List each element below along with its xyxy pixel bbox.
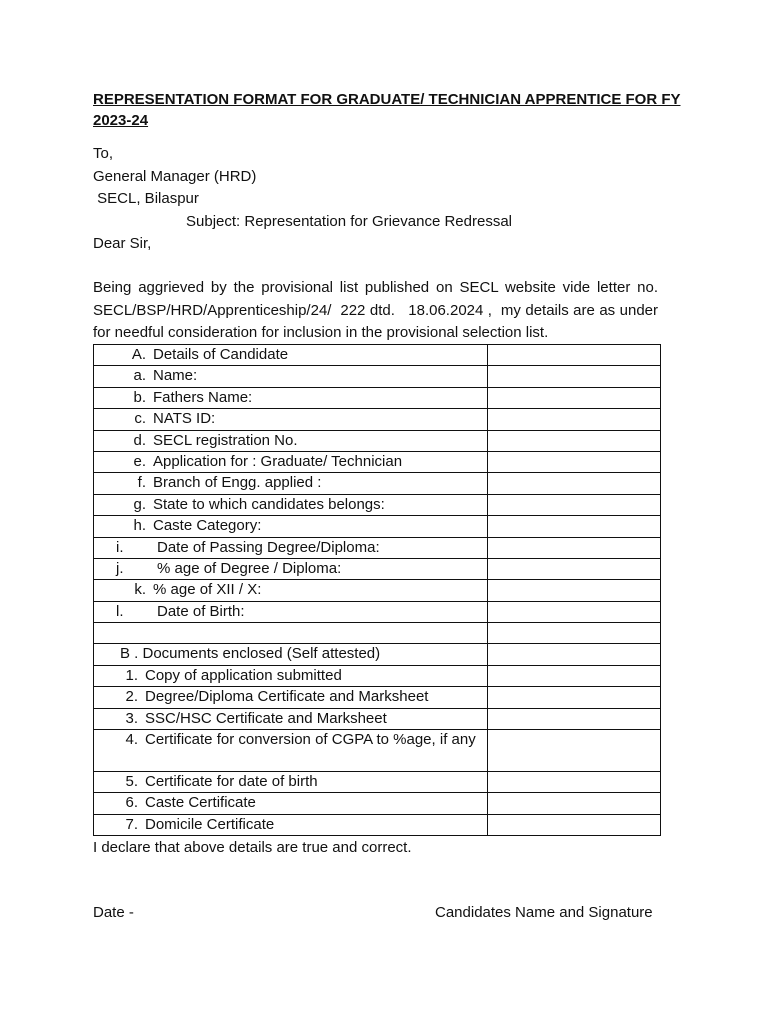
item-label: Branch of Engg. applied :: [153, 474, 322, 492]
document-status-cell[interactable]: [488, 793, 661, 814]
document-status-cell[interactable]: [488, 730, 661, 772]
item-label: Certificate for conversion of CGPA to %age, if any: [145, 731, 476, 749]
item-label: SECL registration No.: [153, 431, 298, 449]
item-marker: 2.: [125, 688, 138, 706]
table-row: [94, 473, 661, 494]
item-label: SSC/HSC Certificate and Marksheet: [145, 709, 387, 727]
table-row-section-a: [94, 345, 661, 366]
item-marker: d.: [133, 431, 146, 449]
caste-category-value-cell[interactable]: [488, 516, 661, 537]
table-row: [94, 366, 661, 387]
to-line: To,: [93, 145, 114, 162]
state-value-cell[interactable]: [488, 494, 661, 515]
item-marker: A.: [131, 346, 146, 363]
application-for-value-cell[interactable]: [488, 451, 661, 472]
xii-x-percentage-value-cell[interactable]: [488, 580, 661, 601]
item-marker: g.: [133, 495, 146, 513]
name-value-cell[interactable]: [488, 366, 661, 387]
item-label: Caste Category:: [153, 517, 262, 535]
document-status-cell[interactable]: [488, 772, 661, 793]
date-label: Date -: [93, 904, 134, 921]
document-status-cell[interactable]: [488, 665, 661, 686]
item-label: % age of XII / X:: [153, 581, 262, 599]
document-status-cell[interactable]: [488, 708, 661, 729]
details-table: [93, 344, 661, 836]
section-heading: Details of Candidate: [153, 346, 289, 363]
item-marker: 1.: [125, 666, 138, 684]
table-cell-value: [488, 644, 661, 665]
table-row: [94, 409, 661, 430]
table-row: [94, 580, 661, 601]
document-title: REPRESENTATION FORMAT FOR GRADUATE/ TECHNICIAN APPRENTICE FOR FY 2023-24: [93, 91, 681, 129]
date-of-birth-value-cell[interactable]: [488, 601, 661, 622]
registration-no-value-cell[interactable]: [488, 430, 661, 451]
item-label: Domicile Certificate: [145, 815, 275, 833]
item-label: Caste Certificate: [145, 794, 256, 812]
item-label: Certificate for date of birth: [145, 773, 318, 791]
table-cell-value[interactable]: [488, 345, 661, 366]
table-row: [94, 665, 661, 686]
table-row-empty: [94, 623, 661, 644]
date-of-passing-value-cell[interactable]: [488, 537, 661, 558]
table-row-section-b: [94, 644, 661, 665]
item-label: Application for : Graduate/ Technician: [153, 452, 403, 470]
item-marker: 3.: [125, 709, 138, 727]
table-row: [94, 494, 661, 515]
table-cell-label: [94, 345, 488, 366]
table-row: [94, 730, 661, 772]
item-marker: b.: [133, 388, 146, 406]
item-marker: j.: [116, 559, 124, 577]
degree-percentage-value-cell[interactable]: [488, 558, 661, 579]
table-row: [94, 708, 661, 729]
table-row: [94, 451, 661, 472]
signature-label: Candidates Name and Signature: [435, 904, 653, 921]
empty-cell: [94, 623, 488, 644]
item-marker: h.: [133, 517, 146, 535]
table-row: [94, 516, 661, 537]
table-row: [94, 558, 661, 579]
section-heading: B . Documents enclosed (Self attested): [120, 645, 381, 663]
item-marker: 4.: [125, 731, 138, 749]
table-row: [94, 430, 661, 451]
table-row: [94, 772, 661, 793]
table-row: [94, 387, 661, 408]
item-label: Name:: [153, 367, 198, 385]
item-marker: 5.: [125, 773, 138, 791]
table-row: [94, 793, 661, 814]
salutation-line: Dear Sir,: [93, 235, 152, 252]
item-marker: f.: [137, 474, 146, 492]
table-row: [94, 814, 661, 835]
table-row: [94, 601, 661, 622]
item-marker: 6.: [125, 794, 138, 812]
item-marker: 7.: [125, 815, 138, 833]
document-status-cell[interactable]: [488, 814, 661, 835]
item-marker: l.: [116, 602, 124, 620]
nats-id-value-cell[interactable]: [488, 409, 661, 430]
item-label: Fathers Name:: [153, 388, 253, 406]
empty-cell: [488, 623, 661, 644]
item-label: Date of Passing Degree/Diploma:: [157, 538, 380, 556]
item-label: Degree/Diploma Certificate and Marksheet: [145, 688, 429, 706]
body-paragraph: Being aggrieved by the provisional list published on SECL website vide letter no. SECL/BSP/HRD/Apprenticeship/24/ 222 dtd. 18.06.2024 , my details are as under for needful consideration for inclusion in the provisional selection list.: [93, 279, 663, 341]
recipient-line: General Manager (HRD): [93, 168, 257, 185]
item-label: Date of Birth:: [157, 602, 245, 620]
item-marker: e.: [133, 452, 146, 470]
item-marker: i.: [116, 538, 124, 556]
document-status-cell[interactable]: [488, 687, 661, 708]
declaration-text: I declare that above details are true and correct.: [93, 839, 412, 856]
item-label: State to which candidates belongs:: [153, 495, 385, 513]
item-label: Copy of application submitted: [145, 666, 342, 684]
subject-line: Subject: Representation for Grievance Redressal: [186, 213, 513, 230]
item-marker: k.: [134, 581, 146, 599]
table-row: [94, 687, 661, 708]
table-row: [94, 537, 661, 558]
item-marker: c.: [134, 410, 146, 428]
location-line: SECL, Bilaspur: [93, 190, 199, 207]
item-label: NATS ID:: [153, 410, 216, 428]
item-marker: a.: [133, 367, 146, 385]
branch-value-cell[interactable]: [488, 473, 661, 494]
item-label: % age of Degree / Diploma:: [157, 559, 342, 577]
fathers-name-value-cell[interactable]: [488, 387, 661, 408]
